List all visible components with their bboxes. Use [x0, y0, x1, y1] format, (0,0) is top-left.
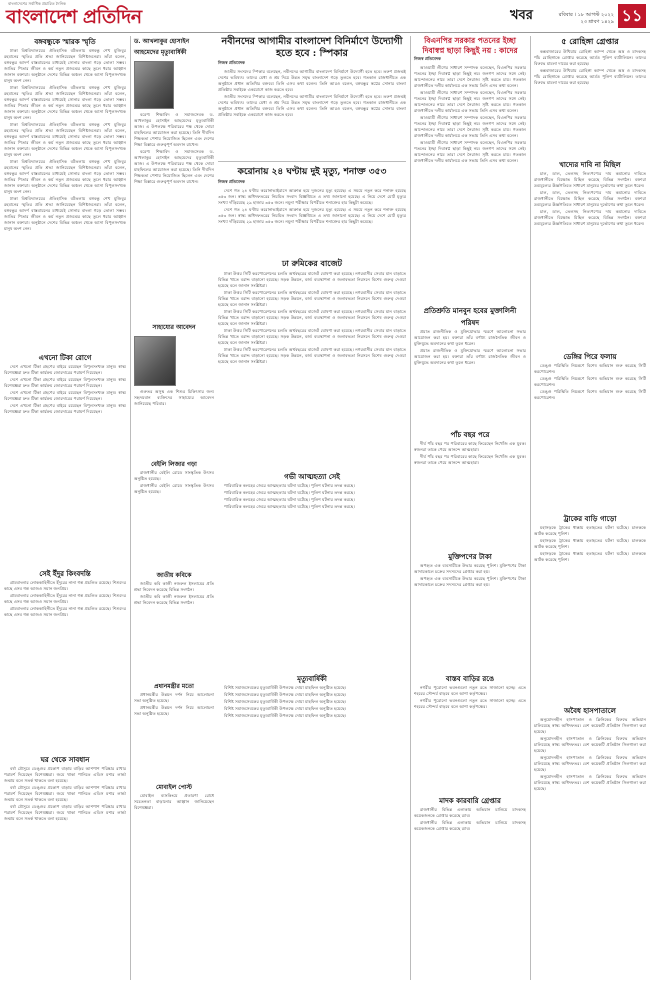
column-5: [534, 36, 646, 976]
column-1: [4, 36, 126, 976]
headline: ট্রাকের বাড়ি গাড়ো: [563, 514, 617, 523]
article-body: অপহৃত এক ব্যবসায়ীকে উদ্ধার করেছে পুলিশ। মুক্তিপণের টাকা আদায়কালে চক্রের সদস্যদের গ্রেপ্তার করা হয়। অপহৃত এক ব্যবসায়ীকে উদ্ধার করেছে পুলিশ। মুক্তিপণের টাকা আদায়কালে চক্রের সদস্যদের গ্রেপ্তার করা হয়।: [414, 563, 526, 587]
headline: মোবাইল পোস্ট: [156, 784, 192, 791]
headline: ৫ রোহিঙ্গা গ্রেপ্তার: [561, 36, 619, 46]
article-body: অনুমোদনহীন হাসপাতাল ও ক্লিনিকের বিরুদ্ধে অভিযান চালিয়েছে স্বাস্থ্য অধিদফতর। বেশ কয়েকটি প্রতিষ্ঠান সিলগালা করা হয়েছে। অনুমোদনহীন হাসপাতাল ও ক্লিনিকের বিরুদ্ধে অভিযান চালিয়েছে স্বাস্থ্য অধিদফতর। বেশ কয়েকটি প্রতিষ্ঠান সিলগালা করা হয়েছে। অনুমোদনহীন হাসপাতাল ও ক্লিনিকের বিরুদ্ধে অভিযান চালিয়েছে স্বাস্থ্য অধিদফতর। বেশ কয়েকটি প্রতিষ্ঠান সিলগালা করা হয়েছে। অনুমোদনহীন হাসপাতাল ও ক্লিনিকের বিরুদ্ধে অভিযান চালিয়েছে স্বাস্থ্য অধিদফতর। বেশ কয়েকটি প্রতিষ্ঠান সিলগালা করা হয়েছে।: [534, 717, 646, 791]
headline: ডেঙ্গির পিরে ফলায়: [563, 352, 617, 361]
headline: মাদক কারবারি গ্রেপ্তার: [439, 796, 501, 805]
article-body: জাতীয় কবি কাজী নজরুল ইসলামের প্রতি শ্রদ্ধা নিবেদন করেছে বিভিন্ন সংগঠন। জাতীয় কবি কাজী নজরুল ইসলামের প্রতি শ্রদ্ধা নিবেদন করেছে বিভিন্ন সংগঠন।: [134, 581, 214, 605]
column-rule: [530, 36, 531, 980]
headline: এখনো টিকা রোগে: [38, 353, 92, 362]
article-body: নগরীর পুরোনো ভবনগুলো নতুন রঙে সাজানো হচ্ছে। এতে শহরের সৌন্দর্য বাড়বে বলে আশা কর্তৃপক্ষের। নগরীর পুরোনো ভবনগুলো নতুন রঙে সাজানো হচ্ছে। এতে শহরের সৌন্দর্য বাড়বে বলে আশা কর্তৃপক্ষের।: [414, 685, 526, 709]
newspaper-logo: বাংলাদেশ প্রতিদিন: [6, 6, 142, 28]
article-body: প্রয়াত রাজনীতিক ও মুক্তিযোদ্ধার স্মরণে আলোচনা সভার আয়োজন করা হয়। বক্তারা তাঁর বর্ণাঢ্য রাজনৈতিক জীবন ও মুক্তিযুদ্ধে অবদানের কথা তুলে ধরেন। প্রয়াত রাজনীতিক ও মুক্তিযোদ্ধার স্মরণে আলোচনা সভার আয়োজন করা হয়। বক্তারা তাঁর বর্ণাঢ্য রাজনৈতিক জীবন ও মুক্তিযুদ্ধে অবদানের কথা তুলে ধরেন।: [414, 329, 526, 365]
article-body: কক্সবাজারের উখিয়ায় রোহিঙ্গা ক্যাম্প থেকে অস্ত্র ও মাদকসহ পাঁচ রোহিঙ্গাকে গ্রেপ্তার করেছে আর্মড পুলিশ ব্যাটালিয়ন। তাদের বিরুদ্ধে মামলা দায়ের করা হয়েছে। কক্সবাজারের উখিয়ায় রোহিঙ্গা ক্যাম্প থেকে অস্ত্র ও মাদকসহ পাঁচ রোহিঙ্গাকে গ্রেপ্তার করেছে আর্মড পুলিশ ব্যাটালিয়ন। তাদের বিরুদ্ধে মামলা দায়ের করা হয়েছে।: [534, 49, 646, 85]
issue-date: [559, 12, 614, 26]
article-body: বিশিষ্ট সমাজসেবকের মৃত্যুবার্ষিকী উপলক্ষে দোয়া মাহফিল অনুষ্ঠিত হয়েছে। বিশিষ্ট সমাজসেবকের মৃত্যুবার্ষিকী উপলক্ষে দোয়া মাহফিল অনুষ্ঠিত হয়েছে। বিশিষ্ট সমাজসেবকের মৃত্যুবার্ষিকী উপলক্ষে দোয়া মাহফিল অনুষ্ঠিত হয়েছে। বিশিষ্ট সমাজসেবকের মৃত্যুবার্ষিকী উপলক্ষে দোয়া মাহফিল অনুষ্ঠিত হয়েছে। বিশিষ্ট সমাজসেবকের মৃত্যুবার্ষিকী উপলক্ষে দোয়া মাহফিল অনুষ্ঠিত হয়েছে।: [224, 685, 347, 718]
section-rule: [218, 161, 406, 162]
column-4: [414, 36, 526, 976]
article-body: মোবাইল ব্যাংকিংয়ে প্রতারণা রোধে সচেতনতা বাড়ানোর আহ্বান জানিয়েছেন বিশেষজ্ঞরা।: [134, 793, 214, 810]
article-body: গ্রামবাংলার লোককাহিনীতে ইঁদুরের নানা গল্প প্রচলিত রয়েছে। শিশুদের কাছে এসব গল্প আজও সমান জনপ্রিয়। গ্রামবাংলার লোককাহিনীতে ইঁদুরের নানা গল্প প্রচলিত রয়েছে। শিশুদের কাছে এসব গল্প আজও সমান জনপ্রিয়। গ্রামবাংলার লোককাহিনীতে ইঁদুরের নানা গল্প প্রচলিত রয়েছে। শিশুদের কাছে এসব গল্প আজও সমান জনপ্রিয়।: [4, 580, 126, 617]
portrait-photo: [134, 336, 176, 386]
headline: বিএনপির সরকার পতনের ইচ্ছা দিবাস্বপ্ন ছাড়া কিছুই নয় : কাদের: [422, 36, 518, 55]
headline: করোনায় ২৪ ঘণ্টায় দুই মৃত্যু, শনাক্ত ৩৫৩: [237, 167, 387, 177]
article-body: প্রধানমন্ত্রীর উন্নয়ন দর্শন নিয়ে আলোচনা সভা অনুষ্ঠিত হয়েছে। প্রধানমন্ত্রীর উন্নয়ন দর্শন নিয়ে আলোচনা সভা অনুষ্ঠিত হয়েছে।: [134, 692, 214, 716]
article-body: আওয়ামী লীগের সাধারণ সম্পাদক বলেছেন, বিএনপির সরকার পতনের ইচ্ছা দিবাস্বপ্ন ছাড়া কিছুই নয়। জনগণ তাদের সঙ্গে নেই। আন্দোলনের নামে তারা দেশে নৈরাজ্য সৃষ্টি করতে চায়। গতকাল রাজধানীতে দলীয় কার্যালয়ে এক সভায় তিনি এসব কথা বলেন। আওয়ামী লীগের সাধারণ সম্পাদক বলেছেন, বিএনপির সরকার পতনের ইচ্ছা দিবাস্বপ্ন ছাড়া কিছুই নয়। জনগণ তাদের সঙ্গে নেই। আন্দোলনের নামে তারা দেশে নৈরাজ্য সৃষ্টি করতে চায়। গতকাল রাজধানীতে দলীয় কার্যালয়ে এক সভায় তিনি এসব কথা বলেন। আওয়ামী লীগের সাধারণ সম্পাদক বলেছেন, বিএনপির সরকার পতনের ইচ্ছা দিবাস্বপ্ন ছাড়া কিছুই নয়। জনগণ তাদের সঙ্গে নেই। আন্দোলনের নামে তারা দেশে নৈরাজ্য সৃষ্টি করতে চায়। গতকাল রাজধানীতে দলীয় কার্যালয়ে এক সভায় তিনি এসব কথা বলেন। আওয়ামী লীগের সাধারণ সম্পাদক বলেছেন, বিএনপির সরকার পতনের ইচ্ছা দিবাস্বপ্ন ছাড়া কিছুই নয়। জনগণ তাদের সঙ্গে নেই। আন্দোলনের নামে তারা দেশে নৈরাজ্য সৃষ্টি করতে চায়। গতকাল রাজধানীতে দলীয় কার্যালয়ে এক সভায় তিনি এসব কথা বলেন।: [414, 65, 526, 163]
column-3: [218, 36, 406, 976]
article-body: বর্ষা মৌসুমে ডেঙ্গুর প্রকোপ বাড়ায় বাড়ির আশপাশ পরিষ্কার রাখার পরামর্শ দিয়েছেন বিশেষজ্ঞরা। জমে থাকা পানিতে এডিস মশার লার্ভা জন্মায় বলে সতর্ক থাকতে বলা হয়েছে। বর্ষা মৌসুমে ডেঙ্গুর প্রকোপ বাড়ায় বাড়ির আশপাশ পরিষ্কার রাখার পরামর্শ দিয়েছেন বিশেষজ্ঞরা। জমে থাকা পানিতে এডিস মশার লার্ভা জন্মায় বলে সতর্ক থাকতে বলা হয়েছে। বর্ষা মৌসুমে ডেঙ্গুর প্রকোপ বাড়ায় বাড়ির আশপাশ পরিষ্কার রাখার পরামর্শ দিয়েছেন বিশেষজ্ঞরা। জমে থাকা পানিতে এডিস মশার লার্ভা জন্মায় বলে সতর্ক থাকতে বলা হয়েছে।: [4, 766, 126, 821]
article-body: দেশে গত ২৪ ঘণ্টায় করোনাভাইরাসে আক্রান্ত হয়ে দুজনের মৃত্যু হয়েছে। এ সময়ে নতুন করে শনাক্ত হয়েছে ৩৫৩ জন। স্বাস্থ্য অধিদফতরের নিয়মিত সংবাদ বিজ্ঞপ্তিতে এ তথ্য জানানো হয়েছে। এ নিয়ে দেশে মোট মৃত্যুর সংখ্যা দাঁড়িয়েছে ২৯ হাজার ৩৫৩ জনে। নমুনা পরীক্ষার বিপরীতে শনাক্তের হার কিছুটা কমেছে। দেশে গত ২৪ ঘণ্টায় করোনাভাইরাসে আক্রান্ত হয়ে দুজনের মৃত্যু হয়েছে। এ সময়ে নতুন করে শনাক্ত হয়েছে ৩৫৩ জন। স্বাস্থ্য অধিদফতরের নিয়মিত সংবাদ বিজ্ঞপ্তিতে এ তথ্য জানানো হয়েছে। এ নিয়ে দেশে মোট মৃত্যুর সংখ্যা দাঁড়িয়েছে ২৯ হাজার ৩৫৩ জনে। নমুনা পরীক্ষার বিপরীতে শনাক্তের হার কিছুটা কমেছে।: [218, 188, 406, 224]
headline: প্রতিশ্রুতি মানবুন হবের মুক্তালিনী পরিষদ: [423, 306, 517, 327]
headline: ঢা রুমিকের বাজেট: [282, 258, 342, 268]
masthead: [0, 0, 650, 33]
portrait-photo: [134, 61, 174, 109]
headline: মৃত্যুবার্ষিকী: [297, 674, 327, 683]
headline: গভী আত্মহত্যা সেই: [284, 472, 340, 481]
article-body: মহাসড়কে ট্রাকের ধাক্কায় হতাহতের ঘটনা ঘটেছে। চালককে আটক করেছে পুলিশ। মহাসড়কে ট্রাকের ধাক্কায় হতাহতের ঘটনা ঘটেছে। চালককে আটক করেছে পুলিশ। মহাসড়কে ট্রাকের ধাক্কায় হতাহতের ঘটনা ঘটেছে। চালককে আটক করেছে পুলিশ।: [534, 525, 646, 562]
headline: পাঁচ বছর পরে: [450, 430, 490, 439]
headline: বাস্তব বাড়ির রঙে: [445, 674, 495, 683]
article-body: ডেঙ্গু পরিস্থিতি নিয়ন্ত্রণে বিশেষ অভিযান শুরু করেছে সিটি করপোরেশন। ডেঙ্গু পরিস্থিতি নিয়ন্ত্রণে বিশেষ অভিযান শুরু করেছে সিটি করপোরেশন। ডেঙ্গু পরিস্থিতি নিয়ন্ত্রণে বিশেষ অভিযান শুরু করেছে সিটি করপোরেশন।: [534, 363, 646, 400]
headline: মুক্তিপণের টাকা: [448, 552, 492, 561]
article-body: ঢাকা বিশ্ববিদ্যালয়ের ঐতিহাসিক বটতলায় বঙ্গবন্ধু শেখ মুজিবুর রহমানের স্মৃতির প্রতি শ্রদ্ধা জানিয়েছেন বিশিষ্টজনেরা। তাঁরা বলেন, বঙ্গবন্ধুর আদর্শ বাস্তবায়নের মাধ্যমেই সোনার বাংলা গড়ে তোলা সম্ভব। জাতির পিতার জীবন ও কর্ম নতুন প্রজন্মের কাছে তুলে ধরার আহ্বান জানান বক্তারা। অনুষ্ঠানে দেশের বিভিন্ন অঞ্চল থেকে আসা বিপুলসংখ্যক মানুষ অংশ নেন। ঢাকা বিশ্ববিদ্যালয়ের ঐতিহাসিক বটতলায় বঙ্গবন্ধু শেখ মুজিবুর রহমানের স্মৃতির প্রতি শ্রদ্ধা জানিয়েছেন বিশিষ্টজনেরা। তাঁরা বলেন, বঙ্গবন্ধুর আদর্শ বাস্তবায়নের মাধ্যমেই সোনার বাংলা গড়ে তোলা সম্ভব। জাতির পিতার জীবন ও কর্ম নতুন প্রজন্মের কাছে তুলে ধরার আহ্বান জানান বক্তারা। অনুষ্ঠানে দেশের বিভিন্ন অঞ্চল থেকে আসা বিপুলসংখ্যক মানুষ অংশ নেন। ঢাকা বিশ্ববিদ্যালয়ের ঐতিহাসিক বটতলায় বঙ্গবন্ধু শেখ মুজিবুর রহমানের স্মৃতির প্রতি শ্রদ্ধা জানিয়েছেন বিশিষ্টজনেরা। তাঁরা বলেন, বঙ্গবন্ধুর আদর্শ বাস্তবায়নের মাধ্যমেই সোনার বাংলা গড়ে তোলা সম্ভব। জাতির পিতার জীবন ও কর্ম নতুন প্রজন্মের কাছে তুলে ধরার আহ্বান জানান বক্তারা। অনুষ্ঠানে দেশের বিভিন্ন অঞ্চল থেকে আসা বিপুলসংখ্যক মানুষ অংশ নেন। ঢাকা বিশ্ববিদ্যালয়ের ঐতিহাসিক বটতলায় বঙ্গবন্ধু শেখ মুজিবুর রহমানের স্মৃতির প্রতি শ্রদ্ধা জানিয়েছেন বিশিষ্টজনেরা। তাঁরা বলেন, বঙ্গবন্ধুর আদর্শ বাস্তবায়নের মাধ্যমেই সোনার বাংলা গড়ে তোলা সম্ভব। জাতির পিতার জীবন ও কর্ম নতুন প্রজন্মের কাছে তুলে ধরার আহ্বান জানান বক্তারা। অনুষ্ঠানে দেশের বিভিন্ন অঞ্চল থেকে আসা বিপুলসংখ্যক মানুষ অংশ নেন। ঢাকা বিশ্ববিদ্যালয়ের ঐতিহাসিক বটতলায় বঙ্গবন্ধু শেখ মুজিবুর রহমানের স্মৃতির প্রতি শ্রদ্ধা জানিয়েছেন বিশিষ্টজনেরা। তাঁরা বলেন, বঙ্গবন্ধুর আদর্শ বাস্তবায়নের মাধ্যমেই সোনার বাংলা গড়ে তোলা সম্ভব। জাতির পিতার জীবন ও কর্ম নতুন প্রজন্মের কাছে তুলে ধরার আহ্বান জানান বক্তারা। অনুষ্ঠানে দেশের বিভিন্ন অঞ্চল থেকে আসা বিপুলসংখ্যক মানুষ অংশ নেন।: [4, 48, 126, 231]
headline: অবৈধ হাসপাতালে: [564, 706, 616, 715]
article-body: চাল, ডাল, তেলসহ নিত্যপণ্যের দাম কমানোর দাবিতে রাজধানীতে বিক্ষোভ মিছিল করেছে বিভিন্ন সংগঠন। বক্তারা দ্রব্যমূল্যের ঊর্ধ্বগতিতে সাধারণ মানুষের দুর্ভোগের কথা তুলে ধরেন। চাল, ডাল, তেলসহ নিত্যপণ্যের দাম কমানোর দাবিতে রাজধানীতে বিক্ষোভ মিছিল করেছে বিভিন্ন সংগঠন। বক্তারা দ্রব্যমূল্যের ঊর্ধ্বগতিতে সাধারণ মানুষের দুর্ভোগের কথা তুলে ধরেন। চাল, ডাল, তেলসহ নিত্যপণ্যের দাম কমানোর দাবিতে রাজধানীতে বিক্ষোভ মিছিল করেছে বিভিন্ন সংগঠন। বক্তারা দ্রব্যমূল্যের ঊর্ধ্বগতিতে সাধারণ মানুষের দুর্ভোগের কথা তুলে ধরেন।: [534, 171, 646, 226]
section-title: খবর: [510, 8, 533, 23]
column-2: [134, 36, 214, 976]
headline: সেই ইঁদুর কিংবদন্তি: [39, 569, 91, 578]
headline: ড. আখলাকুর হোসাইন আহমেদের মৃত্যুবার্ষিকী: [134, 38, 190, 56]
article-body: পারিবারিক কলহের জেরে আত্মহত্যার ঘটনা ঘটেছে। পুলিশ ঘটনার তদন্ত করছে। পারিবারিক কলহের জেরে আত্মহত্যার ঘটনা ঘটেছে। পুলিশ ঘটনার তদন্ত করছে। পারিবারিক কলহের জেরে আত্মহত্যার ঘটনা ঘটেছে। পুলিশ ঘটনার তদন্ত করছে। পারিবারিক কলহের জেরে আত্মহত্যার ঘটনা ঘটেছে। পুলিশ ঘটনার তদন্ত করছে।: [224, 483, 355, 509]
headline: খাদ্যের দাবি না মিছিল: [559, 160, 621, 169]
article-body: রাজধানীর বিভিন্ন এলাকায় অভিযান চালিয়ে মাদকসহ কয়েকজনকে গ্রেপ্তার করেছে র‌্যাব। রাজধানীর বিভিন্ন এলাকায় অভিযান চালিয়ে মাদকসহ কয়েকজনকে গ্রেপ্তার করেছে র‌্যাব।: [414, 807, 526, 831]
issue-date-bangla: ২৩ শ্রাবণ ১৪২৯: [580, 19, 614, 25]
page-number: ১১: [618, 4, 646, 28]
article-body: জাতীয় সংসদের স্পিকার বলেছেন, নবীনদের আগামীর বাংলাদেশ বিনির্মাণে উদ্যোগী হতে হবে। তরুণ প্রজন্মই দেশের ভবিষ্যৎ। তাদের মেধা ও শ্রম দিয়ে উন্নত সমৃদ্ধ বাংলাদেশ গড়ে তুলতে হবে। গতকাল রাজধানীতে এক অনুষ্ঠানে প্রধান অতিথির বক্তব্যে তিনি এসব কথা বলেন। তিনি আরও বলেন, বঙ্গবন্ধুর স্বপ্নের সোনার বাংলা প্রতিষ্ঠায় সবাইকে একযোগে কাজ করতে হবে। জাতীয় সংসদের স্পিকার বলেছেন, নবীনদের আগামীর বাংলাদেশ বিনির্মাণে উদ্যোগী হতে হবে। তরুণ প্রজন্মই দেশের ভবিষ্যৎ। তাদের মেধা ও শ্রম দিয়ে উন্নত সমৃদ্ধ বাংলাদেশ গড়ে তুলতে হবে। গতকাল রাজধানীতে এক অনুষ্ঠানে প্রধান অতিথির বক্তব্যে তিনি এসব কথা বলেন। তিনি আরও বলেন, বঙ্গবন্ধুর স্বপ্নের সোনার বাংলা প্রতিষ্ঠায় সবাইকে একযোগে কাজ করতে হবে।: [218, 69, 406, 117]
byline: নিজস্ব প্রতিবেদক: [414, 56, 441, 61]
headline: প্রধানমন্ত্রীর মতো: [154, 683, 194, 690]
column-rule: [410, 36, 411, 980]
tagline: বাংলাদেশের সর্বাধিক প্রচারিত দৈনিক: [8, 1, 66, 6]
headline: বঙ্গবন্ধুকে স্মারক স্মৃতি: [34, 37, 96, 46]
headline: বেইলি লিজার গড়া: [151, 461, 197, 468]
byline: নিজস্ব প্রতিবেদক: [218, 179, 245, 184]
headline: ঘর থেকে সাবধান: [40, 755, 90, 764]
byline: নিজস্ব প্রতিবেদক: [218, 60, 245, 65]
article-body: ঢাকা উত্তর সিটি করপোরেশনের চলতি অর্থবছরের বাজেট ঘোষণা করা হয়েছে। নগরবাসীর সেবার মান বাড়াতে বিভিন্ন খাতে বরাদ্দ বাড়ানো হয়েছে। সড়ক উন্নয়ন, বর্জ্য ব্যবস্থাপনা ও জলাবদ্ধতা নিরসনে বিশেষ গুরুত্ব দেওয়া হয়েছে বলে জানান সংশ্লিষ্টরা। ঢাকা উত্তর সিটি করপোরেশনের চলতি অর্থবছরের বাজেট ঘোষণা করা হয়েছে। নগরবাসীর সেবার মান বাড়াতে বিভিন্ন খাতে বরাদ্দ বাড়ানো হয়েছে। সড়ক উন্নয়ন, বর্জ্য ব্যবস্থাপনা ও জলাবদ্ধতা নিরসনে বিশেষ গুরুত্ব দেওয়া হয়েছে বলে জানান সংশ্লিষ্টরা। ঢাকা উত্তর সিটি করপোরেশনের চলতি অর্থবছরের বাজেট ঘোষণা করা হয়েছে। নগরবাসীর সেবার মান বাড়াতে বিভিন্ন খাতে বরাদ্দ বাড়ানো হয়েছে। সড়ক উন্নয়ন, বর্জ্য ব্যবস্থাপনা ও জলাবদ্ধতা নিরসনে বিশেষ গুরুত্ব দেওয়া হয়েছে বলে জানান সংশ্লিষ্টরা। ঢাকা উত্তর সিটি করপোরেশনের চলতি অর্থবছরের বাজেট ঘোষণা করা হয়েছে। নগরবাসীর সেবার মান বাড়াতে বিভিন্ন খাতে বরাদ্দ বাড়ানো হয়েছে। সড়ক উন্নয়ন, বর্জ্য ব্যবস্থাপনা ও জলাবদ্ধতা নিরসনে বিশেষ গুরুত্ব দেওয়া হয়েছে বলে জানান সংশ্লিষ্টরা। ঢাকা উত্তর সিটি করপোরেশনের চলতি অর্থবছরের বাজেট ঘোষণা করা হয়েছে। নগরবাসীর সেবার মান বাড়াতে বিভিন্ন খাতে বরাদ্দ বাড়ানো হয়েছে। সড়ক উন্নয়ন, বর্জ্য ব্যবস্থাপনা ও জলাবদ্ধতা নিরসনে বিশেষ গুরুত্ব দেওয়া হয়েছে বলে জানান সংশ্লিষ্টরা।: [218, 271, 406, 364]
article-body: গুরুতর অসুস্থ এক শিশুর চিকিৎসার জন্য সহৃদয়বান ব্যক্তিদের সাহায্যের আবেদন জানিয়েছে পরিবার।: [134, 389, 214, 406]
issue-date-gregorian: রবিবার । ১৮ আগস্ট ২০২২: [558, 12, 614, 18]
article-body: দীর্ঘ পাঁচ বছর পর পরিবারের কাছে ফিরেছেন নিখোঁজ এক যুবক। স্বজনরা তাকে পেয়ে আনন্দে আত্মহারা। দীর্ঘ পাঁচ বছর পর পরিবারের কাছে ফিরেছেন নিখোঁজ এক যুবক। স্বজনরা তাকে পেয়ে আনন্দে আত্মহারা।: [414, 441, 526, 465]
article-body: বরেণ্য শিক্ষাবিদ ও সমাজসেবক ড. আখলাকুর হোসাইন আহমেদের মৃত্যুবার্ষিকী আজ। এ উপলক্ষে পরিবারের পক্ষ থেকে দোয়া মাহফিলের আয়োজন করা হয়েছে। তিনি দীর্ঘদিন শিক্ষকতা পেশায় নিয়োজিত ছিলেন এবং দেশের শিক্ষা বিস্তারে গুরুত্বপূর্ণ অবদান রাখেন। বরেণ্য শিক্ষাবিদ ও সমাজসেবক ড. আখলাকুর হোসাইন আহমেদের মৃত্যুবার্ষিকী আজ। এ উপলক্ষে পরিবারের পক্ষ থেকে দোয়া মাহফিলের আয়োজন করা হয়েছে। তিনি দীর্ঘদিন শিক্ষকতা পেশায় নিয়োজিত ছিলেন এবং দেশের শিক্ষা বিস্তারে গুরুত্বপূর্ণ অবদান রাখেন।: [134, 112, 214, 184]
article-body: রাজধানীর বেইলি রোডে সাংস্কৃতিক উৎসব অনুষ্ঠিত হয়েছে। রাজধানীর বেইলি রোডে সাংস্কৃতিক উৎসব অনুষ্ঠিত হয়েছে।: [134, 470, 214, 494]
article-body: দেশে এখনো টিকা গ্রহণের বাইরে রয়েছেন বিপুলসংখ্যক মানুষ। স্বাস্থ্য বিশেষজ্ঞরা দ্রুত টিকা কার্যক্রম জোরদারের পরামর্শ দিয়েছেন। দেশে এখনো টিকা গ্রহণের বাইরে রয়েছেন বিপুলসংখ্যক মানুষ। স্বাস্থ্য বিশেষজ্ঞরা দ্রুত টিকা কার্যক্রম জোরদারের পরামর্শ দিয়েছেন। দেশে এখনো টিকা গ্রহণের বাইরে রয়েছেন বিপুলসংখ্যক মানুষ। স্বাস্থ্য বিশেষজ্ঞরা দ্রুত টিকা কার্যক্রম জোরদারের পরামর্শ দিয়েছেন। দেশে এখনো টিকা গ্রহণের বাইরে রয়েছেন বিপুলসংখ্যক মানুষ। স্বাস্থ্য বিশেষজ্ঞরা দ্রুত টিকা কার্যক্রম জোরদারের পরামর্শ দিয়েছেন।: [4, 364, 126, 414]
column-rule: [130, 36, 131, 980]
headline: সাহায্যের আবেদন: [152, 324, 196, 331]
headline: জাতীয় কবিকে: [156, 572, 192, 579]
lead-headline: নবীনদের আগামীর বাংলাদেশ বিনির্মাণে উদ্যোগী হতে হবে : স্পিকার: [221, 36, 403, 59]
